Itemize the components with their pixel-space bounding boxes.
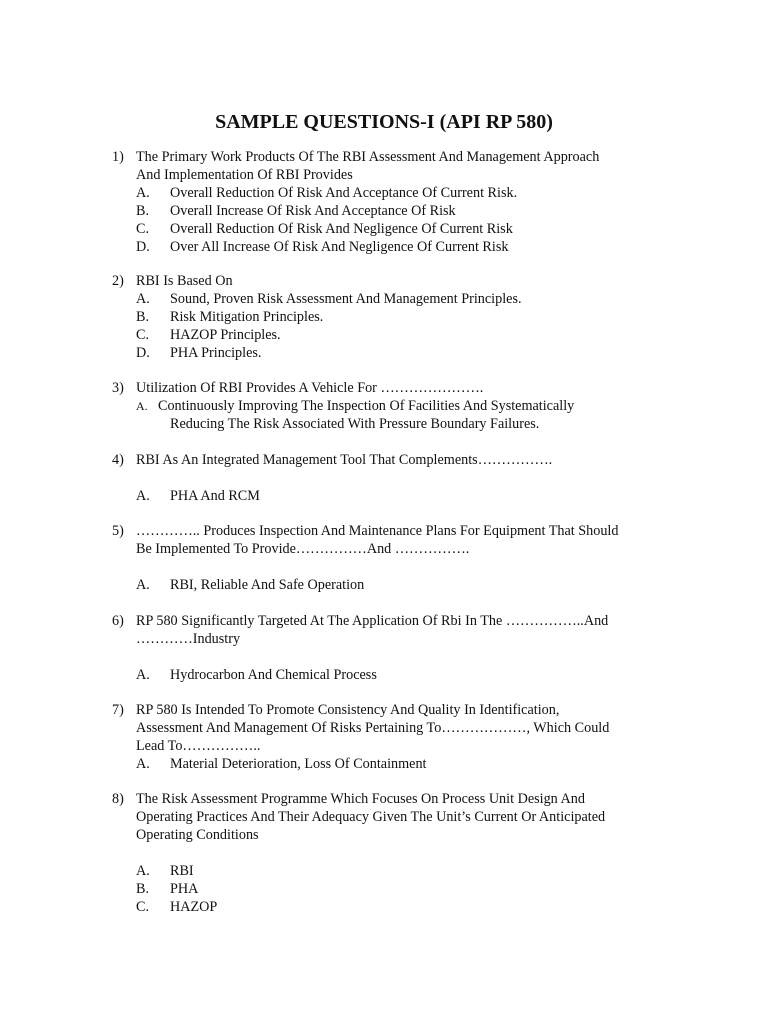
question-text: 3) Utilization Of RBI Provides A Vehicle For …………………. xyxy=(112,380,484,396)
option-a: A. Overall Reduction Of Risk And Acceptance Of Current Risk. xyxy=(136,185,518,201)
option-a: A. RBI xyxy=(136,863,194,879)
option-b: B. PHA xyxy=(136,881,199,897)
option-a: A. Sound, Proven Risk Assessment And Management Principles. xyxy=(136,291,522,307)
option-a: A. PHA And RCM xyxy=(136,488,260,504)
question-number: 7) xyxy=(112,702,124,718)
question-3 xyxy=(112,379,672,433)
question-number: 6) xyxy=(112,613,124,629)
question-number: 2) xyxy=(112,273,124,289)
question-text: 8) The Risk Assessment Programme Which Focuses On Process Unit Design And Operating Practices And Their Adequacy Given The Unit’s Current Or Anticipated Operating Conditions xyxy=(112,791,606,843)
question-text: 7) RP 580 Is Intended To Promote Consistency And Quality In Identification, Assessment And Management Of Risks Pertaining To………………, Which Could Lead To…………….. xyxy=(112,702,610,754)
option-a: A. Hydrocarbon And Chemical Process xyxy=(136,667,377,683)
question-4 xyxy=(112,451,672,505)
question-text: 1) The Primary Work Products Of The RBI Assessment And Management Approach And Implementation Of RBI Provides xyxy=(112,149,600,183)
option-a: A. RBI, Reliable And Safe Operation xyxy=(136,577,365,593)
option-c: C. HAZOP xyxy=(136,899,218,915)
question-text: 6) RP 580 Significantly Targeted At The Application Of Rbi In The ……………..And …………Industry xyxy=(112,613,609,647)
question-text: 2) RBI Is Based On xyxy=(112,273,233,289)
option-d: D. Over All Increase Of Risk And Negligence Of Current Risk xyxy=(136,239,509,255)
option-b: B. Overall Increase Of Risk And Acceptance Of Risk xyxy=(136,203,456,219)
question-number: 3) xyxy=(112,380,124,396)
option-c: C. Overall Reduction Of Risk And Negligence Of Current Risk xyxy=(136,221,513,237)
option-c: C. HAZOP Principles. xyxy=(136,327,281,343)
option-a: A. Material Deterioration, Loss Of Containment xyxy=(136,756,427,772)
question-number: 5) xyxy=(112,523,124,539)
option-a: A. Continuously Improving The Inspection Of Facilities And Systematically Reducing The Risk Associated With Pressure Boundary Failures. xyxy=(136,398,575,432)
question-1 xyxy=(112,148,672,256)
page-title: SAMPLE QUESTIONS-I (API RP 580) xyxy=(215,111,553,133)
question-5 xyxy=(112,522,672,594)
question-2 xyxy=(112,272,672,362)
option-d: D. PHA Principles. xyxy=(136,345,262,361)
question-text: 5) ………….. Produces Inspection And Maintenance Plans For Equipment That Should Be Implemented To Provide……………And ……………. xyxy=(112,523,619,557)
question-text: 4) RBI As An Integrated Management Tool That Complements……………. xyxy=(112,452,553,468)
question-6 xyxy=(112,612,672,684)
question-number: 8) xyxy=(112,791,124,807)
question-number: 4) xyxy=(112,452,124,468)
question-8 xyxy=(112,790,672,916)
question-7 xyxy=(112,701,672,773)
question-number: 1) xyxy=(112,149,124,165)
option-b: B. Risk Mitigation Principles. xyxy=(136,309,324,325)
